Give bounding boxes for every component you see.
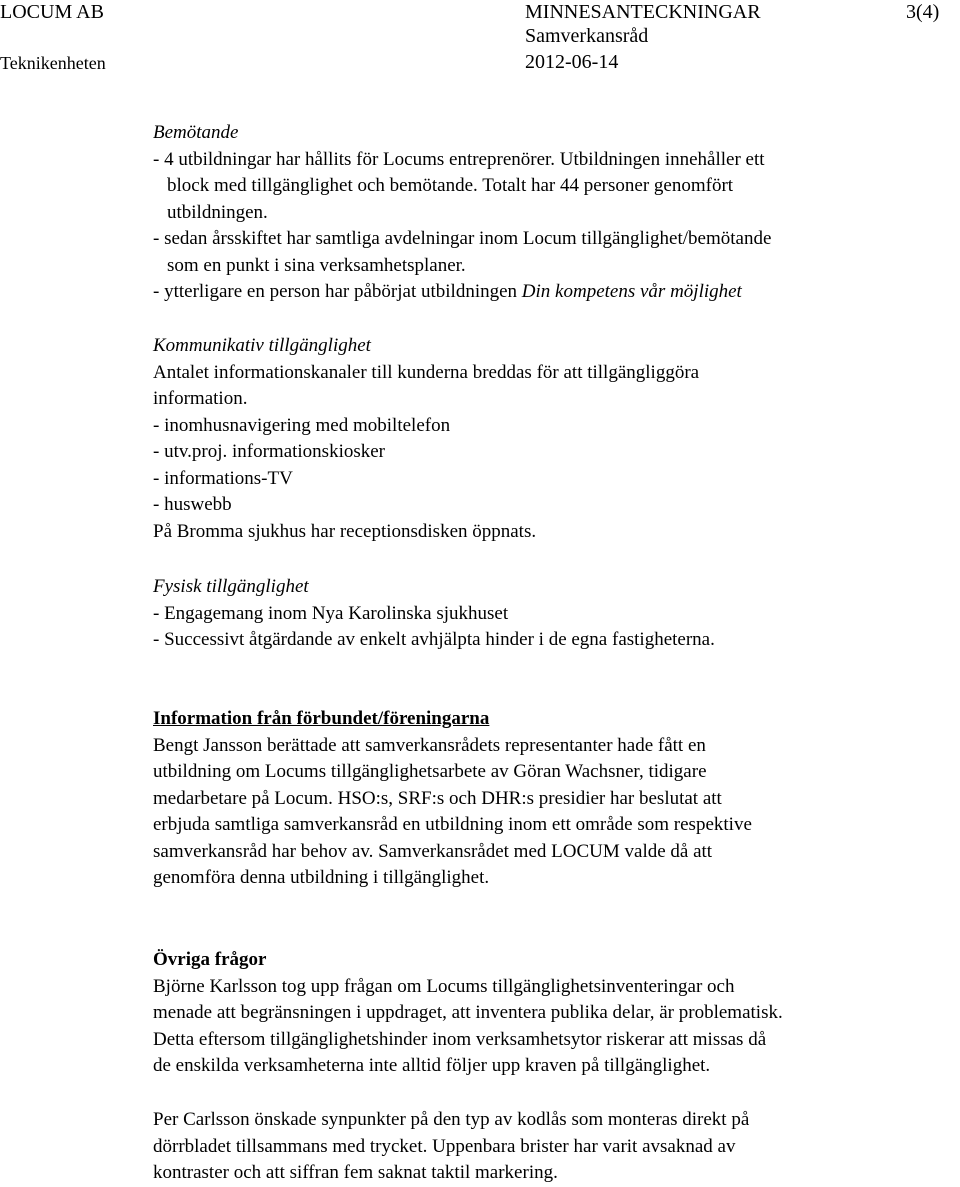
committee-name: Samverkansråd xyxy=(525,25,649,47)
course-name: Din kompetens vår möjlighet xyxy=(521,281,742,302)
text-line: utbildning om Locums tillgänglighetsarbete av Göran Wachsner, tidigare xyxy=(153,761,707,782)
text-line: samverkansråd har behov av. Samverkansrådet med LOCUM valde då att xyxy=(153,840,713,862)
text-line: - Successivt åtgärdande av enkelt avhjälpta hinder i de egna fastigheterna. xyxy=(153,629,715,650)
text-line: medarbetare på Locum. HSO:s, SRF:s och DHR:s presidier har beslutat att xyxy=(153,787,722,809)
text-line: menade att begränsningen i uppdraget, att inventera publika delar, är problematisk. xyxy=(153,1002,783,1023)
text-line: block med tillgänglighet och bemötande. Totalt har 44 personer genomfört xyxy=(167,175,734,196)
text-line: genomföra denna utbildning i tillgänglighet. xyxy=(153,867,490,888)
section-ovriga xyxy=(153,947,943,1080)
meeting-date: 2012-06-14 xyxy=(525,51,619,73)
text-line: Detta eftersom tillgänglighetshinder inom verksamhetsytor riskerar att missas då xyxy=(153,1028,767,1050)
text-line: Antalet informationskanaler till kunderna breddas för att tillgängliggöra xyxy=(153,361,700,383)
section-kommunikativ xyxy=(153,333,943,545)
text-segment: - ytterligare en person har påbörjat utbildningen xyxy=(153,281,522,302)
text-line: utbildningen. xyxy=(167,201,268,223)
text-line: de enskilda verksamheterna inte alltid följer upp kraven på tillgänglighet. xyxy=(153,1055,711,1076)
text-line: som en punkt i sina verksamhetsplaner. xyxy=(167,254,466,276)
section-heading: Kommunikativ tillgänglighet xyxy=(153,335,371,356)
text-line xyxy=(153,279,943,306)
company-name: LOCUM AB xyxy=(0,1,104,23)
text-line: kontraster och att siffran fem saknat taktil markering. xyxy=(153,1162,558,1183)
paragraph-kodlas xyxy=(153,1107,943,1187)
section-fysisk xyxy=(153,574,943,654)
text-line: - 4 utbildningar har hållits för Locums entreprenörer. Utbildningen innehåller ett xyxy=(153,148,765,170)
section-heading: Information från förbundet/föreningarna xyxy=(153,708,490,729)
section-heading: Bemötande xyxy=(153,122,239,143)
text-line: Björne Karlsson tog upp frågan om Locums tillgänglighetsinventeringar och xyxy=(153,975,735,997)
text-line: dörrbladet tillsammans med trycket. Uppenbara brister har varit avsaknad av xyxy=(153,1135,736,1157)
section-forbund xyxy=(153,706,943,892)
department-name: Teknikenheten xyxy=(0,53,106,73)
text-line: Per Carlsson önskade synpunkter på den typ av kodlås som monteras direkt på xyxy=(153,1109,750,1130)
text-line: - sedan årsskiftet har samtliga avdelningar inom Locum tillgänglighet/bemötande xyxy=(153,228,772,249)
text-line: - huswebb xyxy=(153,494,232,515)
text-line: - informations-TV xyxy=(153,467,293,489)
text-line: På Bromma sjukhus har receptionsdisken öppnats. xyxy=(153,520,537,542)
text-line: Bengt Jansson berättade att samverkansrådets representanter hade fått en xyxy=(153,734,706,756)
section-heading: Fysisk tillgänglighet xyxy=(153,576,309,597)
text-line: - utv.proj. informationskiosker xyxy=(153,441,386,462)
text-line: information. xyxy=(153,388,248,409)
text-line: - inomhusnavigering med mobiltelefon xyxy=(153,414,451,436)
text-line: erbjuda samtliga samverkansråd en utbildning inom ett område som respektive xyxy=(153,814,752,835)
text-line: - Engagemang inom Nya Karolinska sjukhuset xyxy=(153,602,509,624)
page-number: 3(4) xyxy=(906,1,940,23)
document-type: MINNESANTECKNINGAR xyxy=(525,1,761,23)
section-bemotande xyxy=(153,120,943,306)
section-heading: Övriga frågor xyxy=(153,949,267,970)
